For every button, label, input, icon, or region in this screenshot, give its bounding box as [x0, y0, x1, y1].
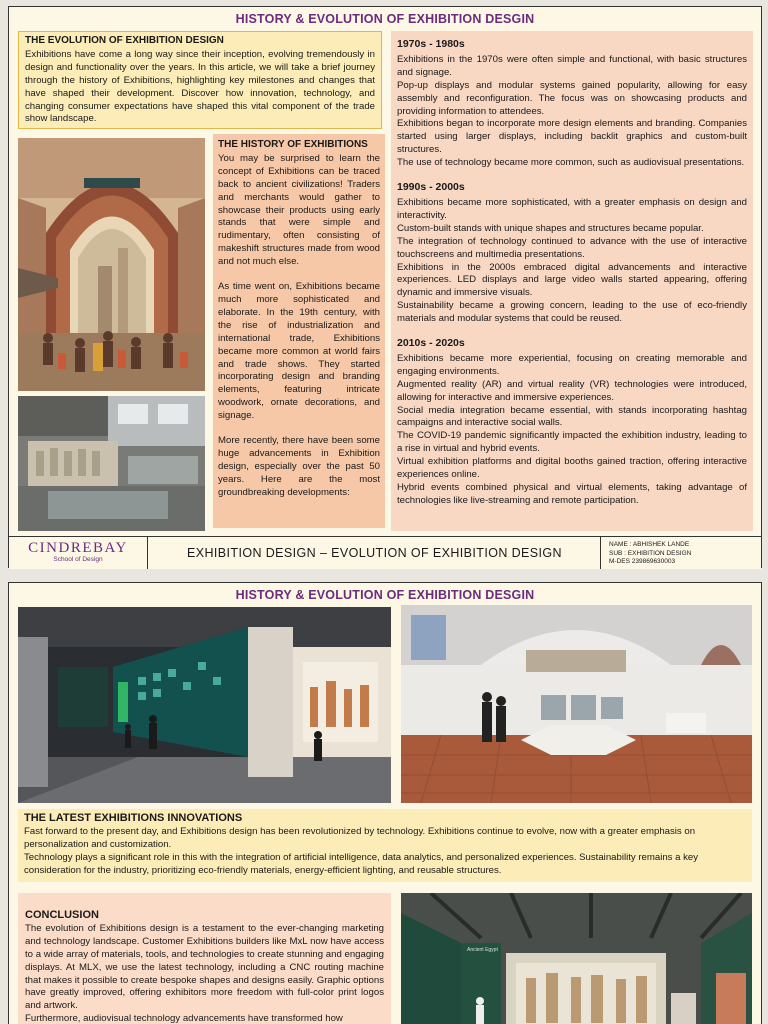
conclusion-paragraph: Furthermore, audiovisual technology advancements have transformed how	[25, 1013, 343, 1024]
decades-box	[391, 31, 753, 531]
brand-subtitle: School of Design	[53, 556, 103, 563]
document-title: EXHIBITION DESIGN – EVOLUTION OF EXHIBITION DESIGN	[149, 537, 601, 569]
decade-section	[397, 181, 747, 326]
intro-text: Exhibitions have come a long way since their inception, evolving tremendously in design and functionality over the years. In this article, we will take a brief journey through the history of Exhibitions, highlighting key milestones and changes that have shaped their development. Discover how innovation, technology, and changing consumer expectations have shaped this vital component of the trade show landscape.	[25, 48, 375, 125]
poster-page-1	[8, 6, 762, 568]
bazaar-archway-painting	[18, 138, 205, 391]
museum-gallery-illustration	[18, 396, 205, 531]
decade-line: Exhibitions became more sophisticated, with a greater emphasis on design and interactivity.	[397, 196, 747, 221]
decade-line: The COVID-19 pandemic significantly impacted the exhibition industry, leading to a rise in virtual and hybrid events.	[397, 430, 747, 455]
subject: SUB : EXHIBITION DESIGN	[609, 549, 692, 557]
islamic-arch-gallery-illustration	[401, 605, 752, 803]
bazaar-archway-illustration	[18, 138, 205, 391]
decade-line: Exhibitions began to incorporate more design elements and branding. Companies started using larger displays, including backlit graphics and custom-built structures.	[397, 118, 747, 156]
innovations-heading: THE LATEST EXHIBITIONS INNOVATIONS	[24, 812, 243, 824]
innovations-paragraph: Technology plays a significant role in this with the integration of artificial intelligence, data analytics, and personalized experiences. Sustainability remains a key consideration for the industry, prioritizing eco-friendly materials, energy-efficient lighting, and reusable structures.	[24, 851, 699, 876]
decade-heading: 1990s - 2000s	[397, 181, 465, 194]
decade-line: Custom-built stands with unique shapes and structures became popular.	[397, 222, 704, 234]
brand-name: CINDREBAY	[28, 540, 128, 556]
decade-line: Augmented reality (AR) and virtual reality (VR) technologies were introduced, allowing for interactive and immersive experiences.	[397, 378, 747, 403]
decade-line: Sustainability became a growing concern, leading to the use of eco-friendly materials and modular systems that could be reused.	[397, 300, 747, 325]
decade-line: Exhibitions in the 1970s were often simple and functional, with basic structures and signage.	[397, 53, 747, 78]
decade-heading: 2010s - 2020s	[397, 337, 465, 350]
student-id: M-DES 239869630003	[609, 558, 676, 565]
islamic-arch-gallery-photo	[401, 605, 752, 803]
intro-heading: THE EVOLUTION OF EXHIBITION DESIGN	[25, 35, 224, 46]
school-logo	[9, 537, 148, 569]
decade-line: The integration of technology continued to advance with the use of interactive touchscreens and multimedia presentations.	[397, 235, 747, 260]
digital-wall-gallery-photo	[18, 607, 391, 803]
decade-line: Hybrid events combined physical and virtual elements, taking advantage of technologies like live-streaming and remote participation.	[397, 482, 747, 506]
egypt-gallery-photo	[401, 893, 752, 1024]
history-paragraph: As time went on, Exhibitions became much more sophisticated and elaborate. In the 19th century, with the rise of industrialization and international trade, Exhibitions became more common at world fairs and trade shows. They started incorporating design and branding elements, featuring intricate woodwork, ornate decorations, and signage.	[218, 281, 380, 422]
innovations-paragraph: Fast forward to the present day, and Exhibitions design has been revolutionized by technology. Exhibitions continue to evolve, now with a greater emphasis on personalization and customization.	[24, 825, 696, 850]
page-title: HISTORY & EVOLUTION OF EXHIBITION DESGIN	[235, 12, 535, 26]
museum-gallery-photo	[18, 396, 205, 531]
student-meta	[609, 541, 759, 567]
history-box	[213, 134, 385, 528]
conclusion-paragraph: The evolution of Exhibitions design is a testament to the ever-changing marketing and technology landscape. Customer Exhibitions builders like MxL now have access to a wide array of materials, tools, and technologies to create stunning and engaging displays. At MLX, we use the latest technology, including a CNC routing machine that makes it possible to create bespoke shapes and designs easily. Graphic options have greatly improved, offering exhibitors more freedom with full-color print logos and artwork.	[25, 922, 384, 1012]
history-heading: THE HISTORY OF EXHIBITIONS	[218, 139, 368, 150]
egypt-gallery-illustration	[401, 893, 752, 1024]
decade-line: Social media integration became essential, with stands incorporating hashtag campaigns and interactive social walls.	[397, 404, 747, 429]
decade-line: Exhibitions in the 2000s embraced digital advancements and interactive experiences. LED displays and large video walls started appearing, offering dynamic and immersive visuals.	[397, 261, 747, 299]
decade-heading: 1970s - 1980s	[397, 38, 465, 50]
decade-section	[397, 337, 747, 508]
poster-page-2	[8, 582, 762, 1024]
decade-line: The use of technology became more common, such as audiovisual presentations.	[397, 157, 745, 169]
decade-line: Pop-up displays and modular systems gained popularity, allowing for easy assembly and reconfiguration. The focus was on showcasing products and providing information to attendees.	[397, 79, 747, 117]
decade-line: Exhibitions became more experiential, focusing on creating memorable and engaging environments.	[397, 352, 747, 377]
page-footer	[9, 536, 761, 569]
conclusion-box	[18, 893, 391, 1024]
student-name: NAME : ABHISHEK LANDE	[609, 541, 690, 548]
page-title: HISTORY & EVOLUTION OF EXHIBITION DESGIN	[235, 588, 535, 602]
gallery-sign: Ancient Egypt	[467, 947, 498, 953]
decade-line: Virtual exhibition platforms and digital booths gained traction, offering interactive experiences online.	[397, 456, 747, 481]
history-paragraph: More recently, there have been some huge advancements in Exhibition design, especially over the past 50 years. Here are the most groundbreaking developments:	[218, 435, 380, 498]
decade-section	[397, 38, 747, 170]
conclusion-heading: CONCLUSION	[25, 909, 99, 921]
innovations-box	[18, 809, 752, 882]
intro-box	[18, 31, 382, 129]
history-paragraph: You may be surprised to learn the concept of Exhibitions can be traced back to ancient civilizations! Traders and merchants would gather to showcase their products using early stands that were simple and rudimentary, often consisting of makeshift structures made from wood and not much else.	[218, 152, 380, 268]
digital-wall-gallery-illustration	[18, 607, 391, 803]
